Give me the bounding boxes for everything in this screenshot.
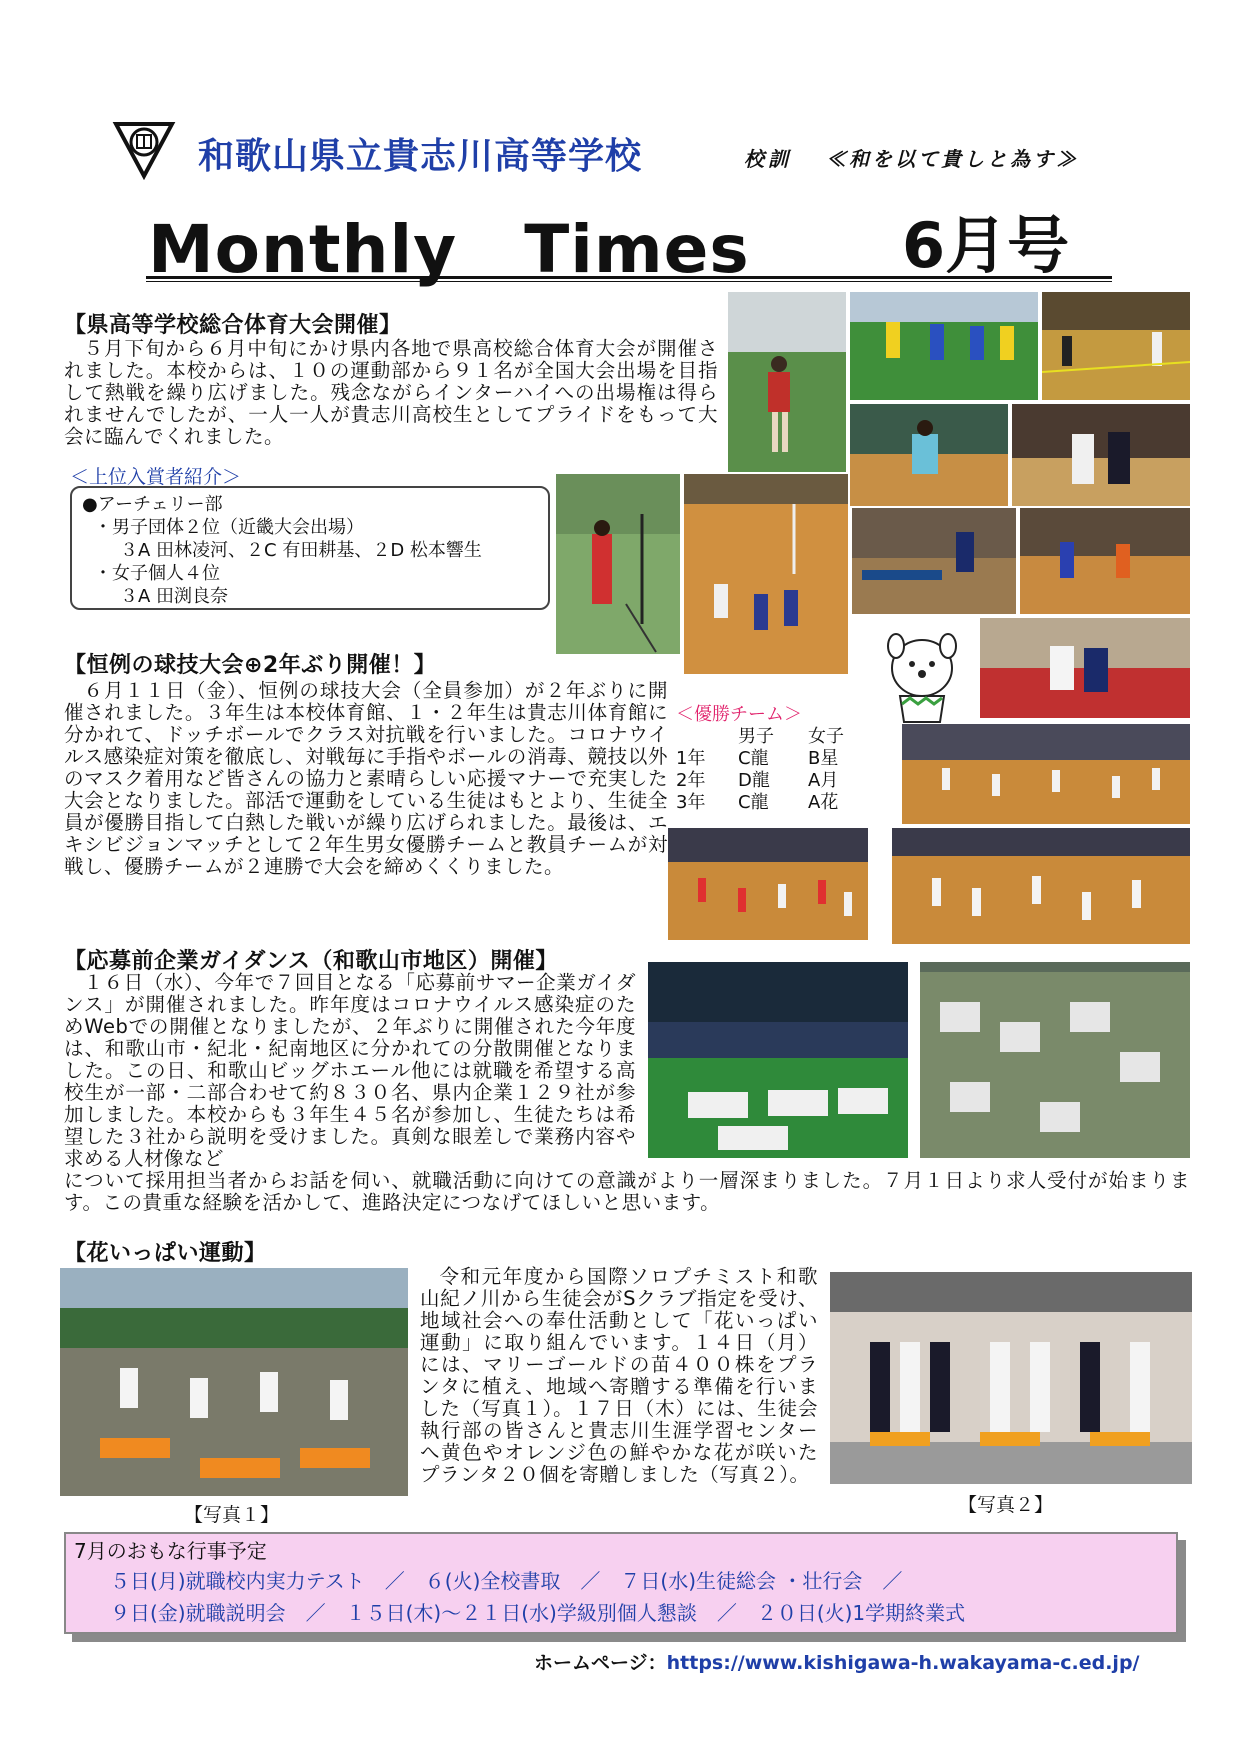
photo-donation — [830, 1272, 1192, 1484]
school-mascot — [870, 624, 974, 728]
award-individual: ・女子個人４位 — [94, 563, 220, 584]
schedule-line-2: ９日(金)就職説明会 ／ １５日(木)～２１日(水)学級別個人懇談 ／ ２０日(火)1学期終業式 — [110, 1601, 966, 1625]
photo-arena — [648, 962, 908, 1158]
winners-row: 3年 C龍 A花 — [676, 792, 839, 813]
photo-dodgeball-1 — [902, 724, 1190, 824]
issue-label: 6月号 — [902, 209, 1070, 282]
photo-badminton — [1042, 292, 1190, 400]
schedule-title: 7月のおもな行事予定 — [74, 1539, 267, 1563]
flowers-body: 令和元年度から国際ソロプチミスト和歌山紀ノ川から生徒会がSクラブ指定を受け、地域社会への奉仕活動として「花いっぱい運動」に取り組んでいます。１４日（月）には、マリーゴールドの苗４００株をプランタに植え、地域へ寄贈する準備を行いました（写真１）。１７日（木）には、生徒会執行部の皆さんと貴志川生涯学習センターへ黄色やオレンジ色の鮮やかな花が咲いたプランタ２０個を寄贈しました（写真２）。 — [420, 1265, 818, 1486]
photo-tennis — [728, 292, 846, 472]
photo-booths — [920, 962, 1190, 1158]
photo-judo — [980, 618, 1190, 718]
homepage-label: ホームページ： — [534, 1652, 667, 1674]
photo-kendo — [1012, 404, 1190, 506]
winners-col-male: 男子 — [738, 726, 774, 747]
section-title-guidance: 【応募前企業ガイダンス（和歌山市地区）開催】 — [64, 949, 558, 974]
sports-day-body: ６月１１日（金）、恒例の球技大会（全員参加）が２年ぶりに開催されました。３年生は本校体育館、１・２年生は貴志川体育館に分かれて、ドッチボールでクラス対抗戦を行いました。コロナウイルス感染症対策を徹底し、対戦毎に手指やボールの消毒、競技以外のマスク着用など皆さんの協力と素晴らしい応援マナーで充実した大会となりました。部活で運動をしている生徒はもとより、生徒全員が優勝目指して白熱した戦いが繰り広げられました。最後は、エキシビジョンマッチとして２年生男女優勝チームと教員チームが対戦し、優勝チームが２連勝で大会を締めくくりました。 — [64, 679, 668, 878]
motto-label: 校訓 — [744, 147, 792, 171]
award-club: ●アーチェリー部 — [82, 494, 223, 515]
schedule-box — [64, 1532, 1178, 1634]
newsletter-title: Monthly Times — [148, 211, 750, 288]
schedule-line-1: ５日(月)就職校内実力テスト ／ ６(火)全校書取 ／ ７日(水)生徒総会 ・壮行会 ／ — [110, 1569, 903, 1593]
winners-row: 1年 C龍 B星 — [676, 748, 839, 769]
photo-volleyball — [684, 474, 848, 674]
school-emblem — [112, 118, 176, 180]
award-team-names: ３A 田林凌河、２C 有田耕基、２D 松本響生 — [120, 540, 482, 561]
athletics-body: ５月下旬から６月中旬にかけ県内各地で県高校総合体育大会が開催されました。本校からは、１０の運動部から９１名が全国大会出場を目指して熱戦を繰り広げました。残念ながらインターハイへの出場権は得られませんでしたが、一人一人が貴志川高校生としてプライドをもって大会に臨んでくれました。 — [64, 337, 718, 448]
photo-dodgeball-2 — [668, 828, 868, 940]
title-underline — [146, 276, 1112, 282]
winners-title: ＜優勝チーム＞ — [676, 704, 802, 725]
homepage-footer — [534, 1648, 1139, 1675]
winners-col-female: 女子 — [808, 726, 844, 747]
guidance-body-wide: について採用担当者からお話を伺い、就職活動に向けての意識がより一層深まりました。７月１日より求人受付が始まります。この貴重な経験を活かして、進路決定につなげてほしいと思います。 — [64, 1169, 1190, 1214]
motto: ≪和を以て貴しと為す≫ — [826, 147, 1079, 171]
photo2-caption: 【写真２】 — [958, 1494, 1054, 1516]
section-title-sports-day: 【恒例の球技大会⊕2年ぶり開催！】 — [64, 653, 437, 678]
award-individual-name: ３A 田渕良奈 — [120, 586, 229, 607]
photo-table-tennis — [852, 508, 1016, 614]
photo-archery — [556, 474, 680, 654]
section-title-athletics: 【県高等学校総合体育大会開催】 — [64, 313, 402, 338]
school-name: 和歌山県立貴志川高等学校 — [198, 136, 643, 177]
photo-handball-keeper — [850, 404, 1008, 506]
section-title-flowers: 【花いっぱい運動】 — [64, 1241, 267, 1266]
winners-row: 2年 D龍 A月 — [676, 770, 839, 791]
photo-planting — [60, 1268, 408, 1496]
awards-heading: ＜上位入賞者紹介＞ — [70, 466, 242, 488]
awards-box — [70, 486, 550, 610]
photo-soccer — [850, 292, 1038, 400]
photo-basketball — [1020, 508, 1190, 614]
photo1-caption: 【写真１】 — [184, 1504, 280, 1526]
homepage-link[interactable]: https://www.kishigawa-h.wakayama-c.ed.jp/ — [666, 1652, 1140, 1674]
award-team: ・男子団体２位（近畿大会出場） — [94, 517, 364, 538]
photo-dodgeball-3 — [892, 828, 1190, 944]
winners-table — [676, 704, 870, 824]
guidance-body-narrow: １６日（水）、今年で７回目となる「応募前サマー企業ガイダンス」が開催されました。昨年度はコロナウイルス感染症のためWebでの開催となりましたが、２年ぶりに開催された今年度は、和歌山市・紀北・紀南地区に分かれての分散開催となりました。この日、和歌山ビッグホエール他には就職を希望する高校生が一部・二部合わせて約８３０名、県内企業１２９社が参加しました。本校からも３年生４５名が参加し、生徒たちは希望した３社から説明を受けました。真剣な眼差しで業務内容や求める人材像など — [64, 971, 636, 1170]
